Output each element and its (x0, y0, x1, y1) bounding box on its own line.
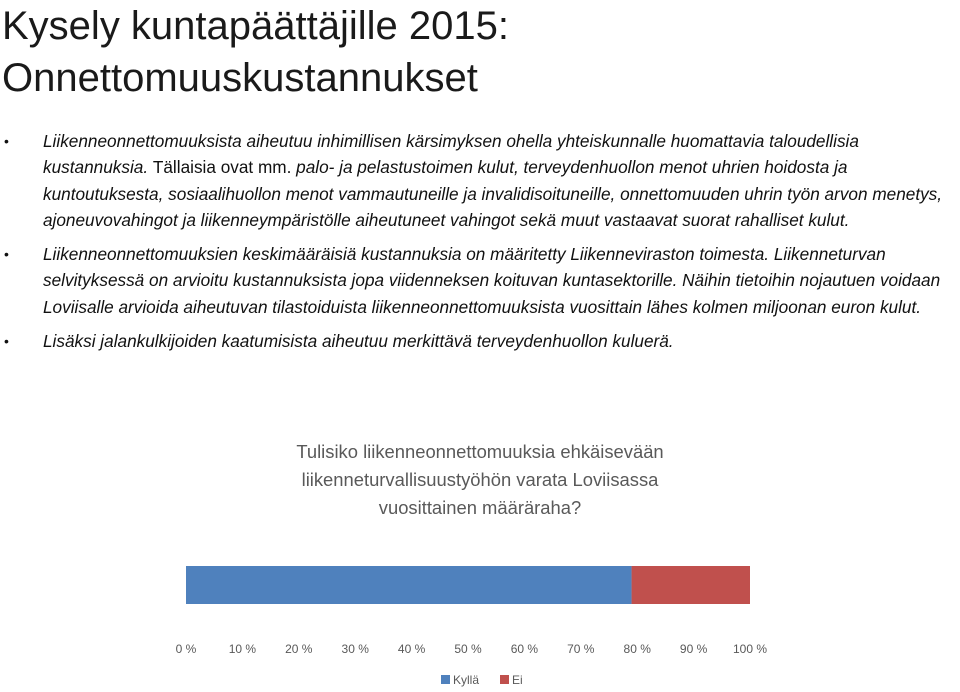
chart-title-line: Tulisiko liikenneonnettomuuksia ehkäisevään (296, 441, 664, 462)
bullet-text-part: Liikenneonnettomuuksista aiheutuu inhimillisen kärsimyksen ohella yhteiskunnalle huomattavia taloudellisia kustannuksia. (43, 131, 859, 178)
bullet-dot-icon: • (4, 133, 9, 149)
bullet-dot-icon: • (4, 333, 9, 350)
legend-label-ei: Ei (512, 673, 523, 687)
x-tick-label: 0 % (175, 642, 197, 656)
x-tick-label: 20 % (285, 642, 313, 656)
x-tick-label: 100 % (732, 642, 768, 656)
bullet-text: Lisäksi jalankulkijoiden kaatumisista aiheutuu merkittävä terveydenhuollon kuluerä. (43, 331, 674, 352)
chart-title-line: liikenneturvallisuustyöhön varata Loviisassa (301, 469, 659, 490)
slide-title-line1: Kysely kuntapäättäjille 2015: (2, 4, 509, 48)
chart-title-line: vuosittainen määräraha? (378, 497, 582, 518)
x-tick-label: 10 % (228, 642, 257, 656)
bullet-dot-icon: • (4, 246, 9, 263)
legend-swatch-ei (500, 675, 509, 684)
bullet-text: Liikenneonnettomuuksien keskimääräisiä kustannuksia on määritetty Liikenneviraston toimesta. Liikenneturvan selvityksessä on arvioitu kustannuksista jopa viidenneksen koituvan kuntasektorille. Näihin tietoihin nojautuen voidaan Loviisalle arvioida aiheutuvan tilastoiduista liikenneonnettomuuksista vuosittain lähes kolmen miljoonan euron kulut. (43, 244, 941, 317)
bar-segment-ei (632, 566, 750, 604)
x-tick-label: 40 % (397, 642, 426, 656)
x-tick-label: 50 % (454, 642, 482, 656)
x-tick-label: 90 % (679, 642, 708, 656)
x-tick-label: 70 % (567, 642, 595, 656)
bullet-text-upright: Tällaisia ovat mm. (152, 157, 297, 178)
slide-title-line2: Onnettomuuskustannukset (2, 56, 478, 100)
x-tick-label: 30 % (341, 642, 369, 656)
x-tick-label: 80 % (623, 642, 651, 656)
legend-label-kyllä: Kyllä (453, 673, 480, 687)
x-tick-label: 60 % (510, 642, 539, 656)
legend-swatch-kyllä (441, 675, 450, 684)
bullet-text-part: palo- ja pelastustoimen kulut, terveydenhuollon menot uhrien hoidosta ja kuntoutuksesta, sosiaalihuollon menot vammautuneille ja invalidisoituneille, onnettomuuden uhrin työn arvon menetys, ajoneuvovahingot ja liikenneympäristölle aiheutuneet vahingot sekä muut vastaavat suorat rahalliset kulut. (43, 157, 943, 230)
bar-segment-kyllä (186, 566, 632, 604)
